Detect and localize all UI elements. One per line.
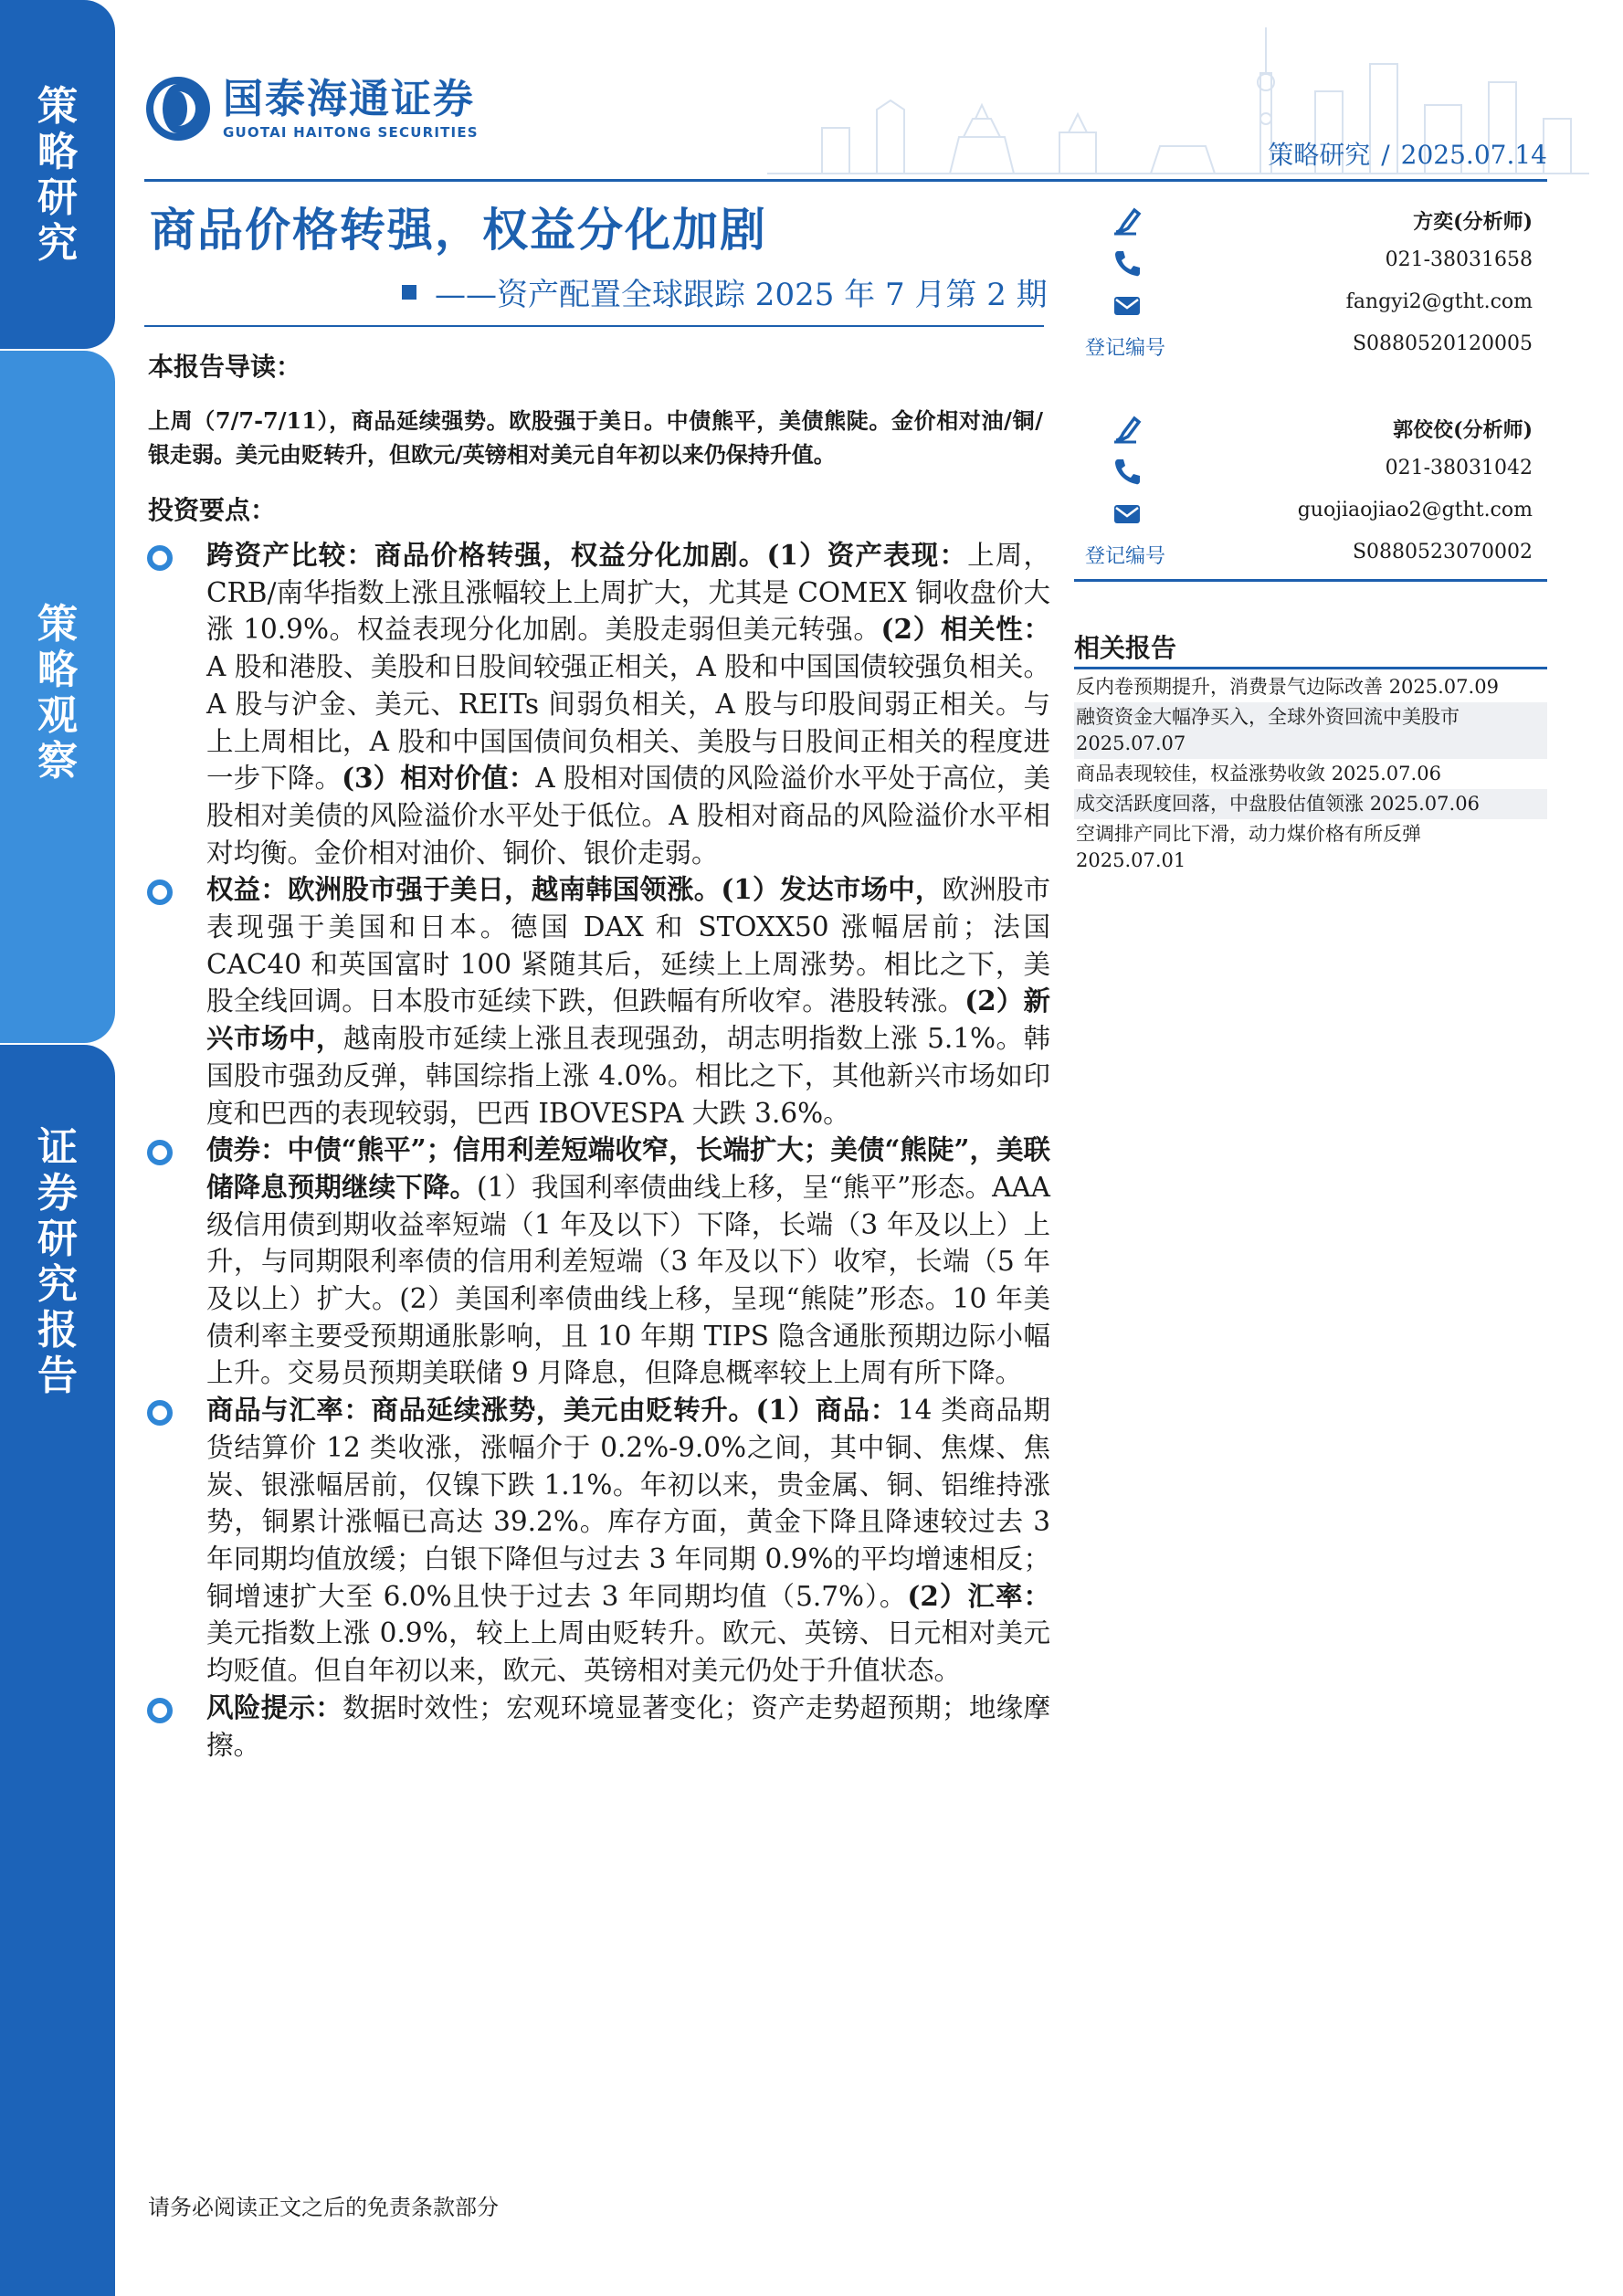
key-point-text: 上周，CRB/南华指数上涨且涨幅较上上周扩大，尤其是 COMEX 铜收盘价大涨 10.9%。权益表现分化加剧。美股走弱但美元转强。 — [206, 540, 1050, 646]
related-report-item[interactable] — [1074, 789, 1547, 819]
key-point-item — [146, 537, 1050, 871]
key-point-lead: 债券：中债“熊平”；信用利差短端收窄，长端扩大；美债“熊陡”，美联储降息预期继续下降。 — [206, 1133, 1050, 1203]
side-tab-char: 略 — [37, 647, 78, 693]
key-point-lead: 风险提示： — [206, 1690, 343, 1723]
key-point-item — [146, 1690, 1050, 1764]
related-reports-divider — [1074, 667, 1547, 669]
key-points-list — [146, 537, 1050, 1764]
analyst-divider — [1074, 579, 1547, 582]
related-report-date: 2025.07.06 — [1369, 793, 1480, 815]
related-report-title: 商品表现较佳，权益涨势收敛 — [1076, 763, 1325, 785]
key-point-text: (1）我国利率债曲线上移，呈“熊平”形态。AAA 级信用债到期收益率短端（1 年及以下）下降，长端（3 年及以上）上升，与同期限利率债的信用利差短端（3 年及以下）收窄，长端（5 年及以上）扩大。(2）美国利率债曲线上移，呈现“熊陡”形态。10 年美债利率主要受预期通胀影响，且 10 年期 TIPS 隐含通胀预期边际小幅上升。交易员预期美联储 9 月降息，但降息概率较上上周有所下降。 — [206, 1171, 1050, 1389]
ring-bullet-icon — [146, 1697, 174, 1724]
phone-icon — [1111, 247, 1143, 279]
key-point-text: A 股相对国债的风险溢价水平处于高位，美股相对美债的风险溢价水平处于低位。A 股相对商品的风险溢价水平相对均衡。金价相对油价、铜价、银价走弱。 — [206, 763, 1050, 869]
report-title: 商品价格转强，权益分化加剧 — [150, 203, 767, 257]
analyst-phone: 021-38031042 — [1385, 457, 1533, 479]
pen-icon — [1111, 413, 1143, 446]
registration-number: S0880523070002 — [1352, 541, 1533, 563]
analyst-phone: 021-38031658 — [1385, 248, 1533, 271]
side-tab-char: 究 — [37, 220, 78, 267]
related-report-title: 融资资金大幅净买入，全球外资回流中美股市 — [1076, 706, 1460, 728]
key-point-text: 欧洲股市表现强于美国和日本。德国 DAX 和 STOXX50 涨幅居前；法国 CAC40 和英国富时 100 紧随其后，延续上上周涨势。相比之下，美股全线回调。日本股市延续下跌，但跌幅有所收窄。港股转涨。 — [206, 874, 1050, 1017]
title-divider — [144, 325, 1044, 327]
key-point-lead: (2）新兴市场中， — [206, 985, 1050, 1055]
analyst-name: 郭佼佼(分析师) — [1393, 418, 1533, 442]
logo-en-text: GUOTAI HAITONG SECURITIES — [223, 124, 479, 141]
guide-heading: 本报告导读： — [148, 352, 302, 382]
key-point-item — [146, 1132, 1050, 1392]
registration-number: S0880520120005 — [1352, 332, 1533, 355]
side-tab-char: 证 — [37, 1124, 78, 1171]
related-report-date: 2025.07.09 — [1388, 676, 1499, 698]
key-point-lead: (3）相对价值： — [342, 762, 536, 795]
related-report-item[interactable] — [1074, 702, 1547, 759]
subtitle-text: ——资产配置全球跟踪 2025 年 7 月第 2 期 — [435, 277, 1048, 313]
ring-bullet-icon — [146, 879, 174, 906]
side-tab-char: 研 — [37, 1216, 78, 1262]
analyst-card — [1074, 201, 1547, 369]
key-point-text: 数据时效性；宏观环境显著变化；资产走势超预期；地缘摩擦。 — [206, 1691, 1050, 1761]
ring-bullet-icon — [146, 1139, 174, 1166]
key-point-lead: 商品与汇率：商品延续涨势，美元由贬转升。(1）商品： — [206, 1394, 898, 1427]
registration-label: 登记编号 — [1085, 337, 1166, 360]
related-report-title: 反内卷预期提升，消费景气边际改善 — [1076, 676, 1383, 698]
ring-bullet-icon — [146, 544, 174, 572]
report-category: 策略研究 — [1268, 140, 1371, 170]
side-tab-strategy-research — [0, 0, 115, 349]
guide-text: 上周（7/7-7/11），商品延续强势。欧股强于美日。中债熊平，美债熊陡。金价相对油/铜/银走弱。美元由贬转升，但欧元/英镑相对美元自年初以来仍保持升值。 — [148, 407, 1043, 468]
header-divider — [144, 179, 1547, 182]
company-logo — [144, 75, 479, 142]
side-tab-char: 察 — [37, 738, 78, 785]
disclaimer-footer: 请务必阅读正文之后的免责条款部分 — [148, 2195, 499, 2220]
ring-bullet-icon — [146, 1399, 174, 1427]
key-point-lead: (2）汇率： — [907, 1579, 1050, 1612]
key-point-lead: 跨资产比较：商品价格转强，权益分化加剧。(1）资产表现： — [206, 539, 968, 571]
key-point-item — [146, 871, 1050, 1132]
key-point-text: 美元指数上涨 0.9%，较上上周由贬转升。欧元、英镑、日元相对美元均贬值。但自年初以来，欧元、英镑相对美元仍处于升值状态。 — [206, 1617, 1050, 1687]
analyst-email: guojiaojiao2@gtht.com — [1297, 499, 1533, 521]
key-point-lead: (2）相关性： — [880, 613, 1050, 646]
pen-icon — [1111, 205, 1143, 237]
key-point-text: 越南股市延续上涨且表现强劲，胡志明指数上涨 5.1%。韩国股市强劲反弹，韩国综指上涨 4.0%。相比之下，其他新兴市场如印度和巴西的表现较弱，巴西 IBOVESPA 大跌 3.6%。 — [206, 1023, 1050, 1129]
square-bullet-icon — [402, 285, 416, 300]
key-point-text: A 股和港股、美股和日股间较强正相关，A 股和中国国债较强负相关。A 股与沪金、美元、REITs 间弱负相关，A 股与印股间弱正相关。与上上周相比，A 股和中国国债间负相关、美股与日股间正相关的程度进一步下降。 — [206, 651, 1050, 795]
phone-icon — [1111, 455, 1143, 488]
analyst-name: 方奕(分析师) — [1413, 210, 1533, 234]
side-tab-char: 究 — [37, 1261, 78, 1308]
side-tab-char: 观 — [37, 692, 78, 739]
side-tab-char: 报 — [37, 1307, 78, 1353]
key-point-lead: 权益：欧洲股市强于美日，越南韩国领涨。(1）发达市场中， — [206, 873, 943, 906]
key-points-heading: 投资要点： — [148, 495, 277, 525]
registration-label: 登记编号 — [1085, 545, 1166, 568]
side-tab-char: 券 — [37, 1170, 78, 1216]
report-subtitle — [402, 269, 1048, 314]
email-icon — [1111, 289, 1143, 321]
report-date: 2025.07.14 — [1400, 140, 1547, 170]
related-report-title: 成交活跃度回落，中盘股估值领涨 — [1076, 793, 1364, 815]
related-report-title: 空调排产同比下滑，动力煤价格有所反弹 — [1076, 823, 1421, 845]
side-tab-strategy-observation — [0, 351, 115, 1043]
side-tab-char: 告 — [37, 1353, 78, 1399]
analyst-email: fangyi2@gtht.com — [1345, 290, 1533, 313]
side-tab-char: 策 — [37, 601, 78, 648]
related-report-item[interactable] — [1074, 672, 1547, 702]
related-report-item[interactable] — [1074, 759, 1547, 789]
related-reports-heading: 相关报告 — [1074, 633, 1177, 663]
side-tab-securities-report — [0, 1045, 115, 2296]
logo-mark-icon — [144, 75, 212, 142]
logo-cn-text: 国泰海通证券 — [223, 76, 475, 122]
related-report-date: 2025.07.06 — [1331, 763, 1441, 785]
key-point-item — [146, 1392, 1050, 1690]
side-tab-char: 策 — [37, 83, 78, 130]
key-point-text: 14 类商品期货结算价 12 类收涨，涨幅介于 0.2%-9.0%之间，其中铜、焦煤、焦炭、银涨幅居前，仅镍下跌 1.1%。年初以来，贵金属、铜、铝维持涨势，铜累计涨幅已高达 39.2%。库存方面，黄金下降且降速较过去 3 年同期均值放缓；白银下降但与过去 3 年同期 0.9%的平均增速相反；铜增速扩大至 6.0%且快于过去 3 年同期均值（5.7%）。 — [206, 1395, 1051, 1612]
header-separator: / — [1381, 140, 1390, 170]
side-tab-char: 略 — [37, 129, 78, 175]
related-report-item[interactable] — [1074, 819, 1547, 876]
header-meta — [1268, 135, 1547, 172]
related-report-date: 2025.07.01 — [1076, 849, 1186, 871]
email-icon — [1111, 497, 1143, 530]
side-tab-char: 研 — [37, 174, 78, 221]
related-reports-list — [1074, 672, 1547, 876]
related-report-date: 2025.07.07 — [1076, 732, 1186, 754]
analyst-card — [1074, 409, 1547, 577]
